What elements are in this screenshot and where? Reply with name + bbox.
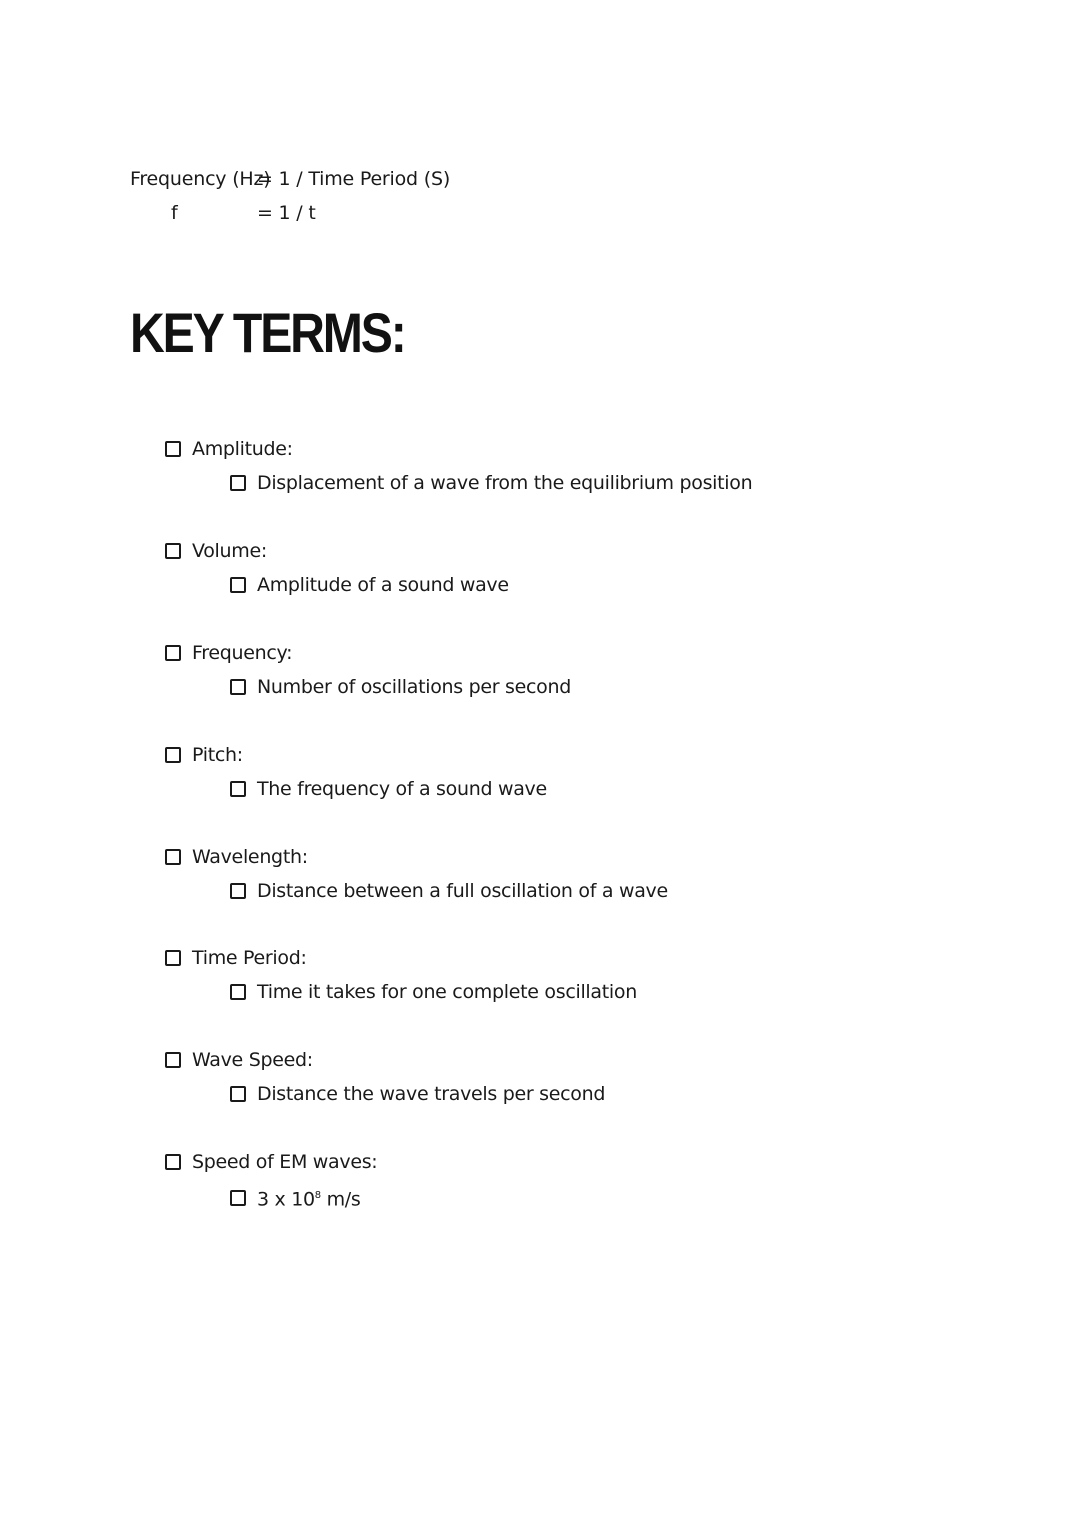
checkbox[interactable] <box>165 1052 181 1068</box>
checkbox[interactable] <box>165 441 181 457</box>
checkbox[interactable] <box>165 849 181 865</box>
term-definition: The frequency of a sound wave <box>257 778 547 800</box>
checkbox[interactable] <box>230 1086 246 1102</box>
checkbox[interactable] <box>165 950 181 966</box>
term-definition-row <box>230 472 752 494</box>
speed-value-exponent: 8 <box>314 1190 321 1201</box>
formula-symbol-rhs: = 1 / t <box>257 202 316 224</box>
term-label-row <box>165 947 307 969</box>
checkbox[interactable] <box>230 883 246 899</box>
term-definition-row <box>230 981 637 1003</box>
speed-value-prefix: 3 x 10 <box>257 1188 315 1211</box>
term-definition: Distance between a full oscillation of a wave <box>257 880 668 902</box>
term-label: Time Period: <box>192 947 307 969</box>
checkbox[interactable] <box>165 747 181 763</box>
term-definition: Number of oscillations per second <box>257 676 571 698</box>
term-definition-row <box>230 574 509 596</box>
term-label: Pitch: <box>192 744 243 766</box>
checkbox[interactable] <box>230 984 246 1000</box>
term-definition: Displacement of a wave from the equilibrium position <box>257 472 753 494</box>
term-label: Speed of EM waves: <box>192 1151 378 1173</box>
term-label: Volume: <box>192 540 267 562</box>
term-definition-row <box>230 880 668 902</box>
term-label: Frequency: <box>192 642 293 664</box>
checkbox[interactable] <box>230 577 246 593</box>
formula-symbol-lhs: f <box>171 202 178 224</box>
key-terms-heading: KEY TERMS: <box>130 301 405 364</box>
formula-rhs: = 1 / Time Period (S) <box>257 168 451 190</box>
term-label: Wavelength: <box>192 846 308 868</box>
term-definition-row <box>230 778 547 800</box>
checkbox[interactable] <box>230 679 246 695</box>
term-definition: Amplitude of a sound wave <box>257 574 509 596</box>
term-label-row <box>165 744 243 766</box>
speed-value-unit: m/s <box>320 1188 361 1211</box>
term-label-row <box>165 642 292 664</box>
term-definition <box>257 1185 361 1210</box>
term-definition-row <box>230 1185 361 1210</box>
checkbox[interactable] <box>165 645 181 661</box>
term-label: Wave Speed: <box>192 1049 313 1071</box>
checkbox[interactable] <box>230 475 246 491</box>
term-definition-row <box>230 1083 605 1105</box>
term-label-row <box>165 540 267 562</box>
term-label-row <box>165 438 293 460</box>
term-definition: Time it takes for one complete oscillation <box>257 981 637 1003</box>
term-label-row <box>165 1049 313 1071</box>
term-label: Amplitude: <box>192 438 293 460</box>
checkbox[interactable] <box>165 543 181 559</box>
checkbox[interactable] <box>165 1154 181 1170</box>
formula-lhs: Frequency (Hz) <box>130 168 271 190</box>
term-definition: Distance the wave travels per second <box>257 1083 606 1105</box>
term-label-row <box>165 1151 377 1173</box>
term-definition-row <box>230 676 571 698</box>
term-label-row <box>165 846 308 868</box>
checkbox[interactable] <box>230 781 246 797</box>
checkbox[interactable] <box>230 1190 246 1206</box>
